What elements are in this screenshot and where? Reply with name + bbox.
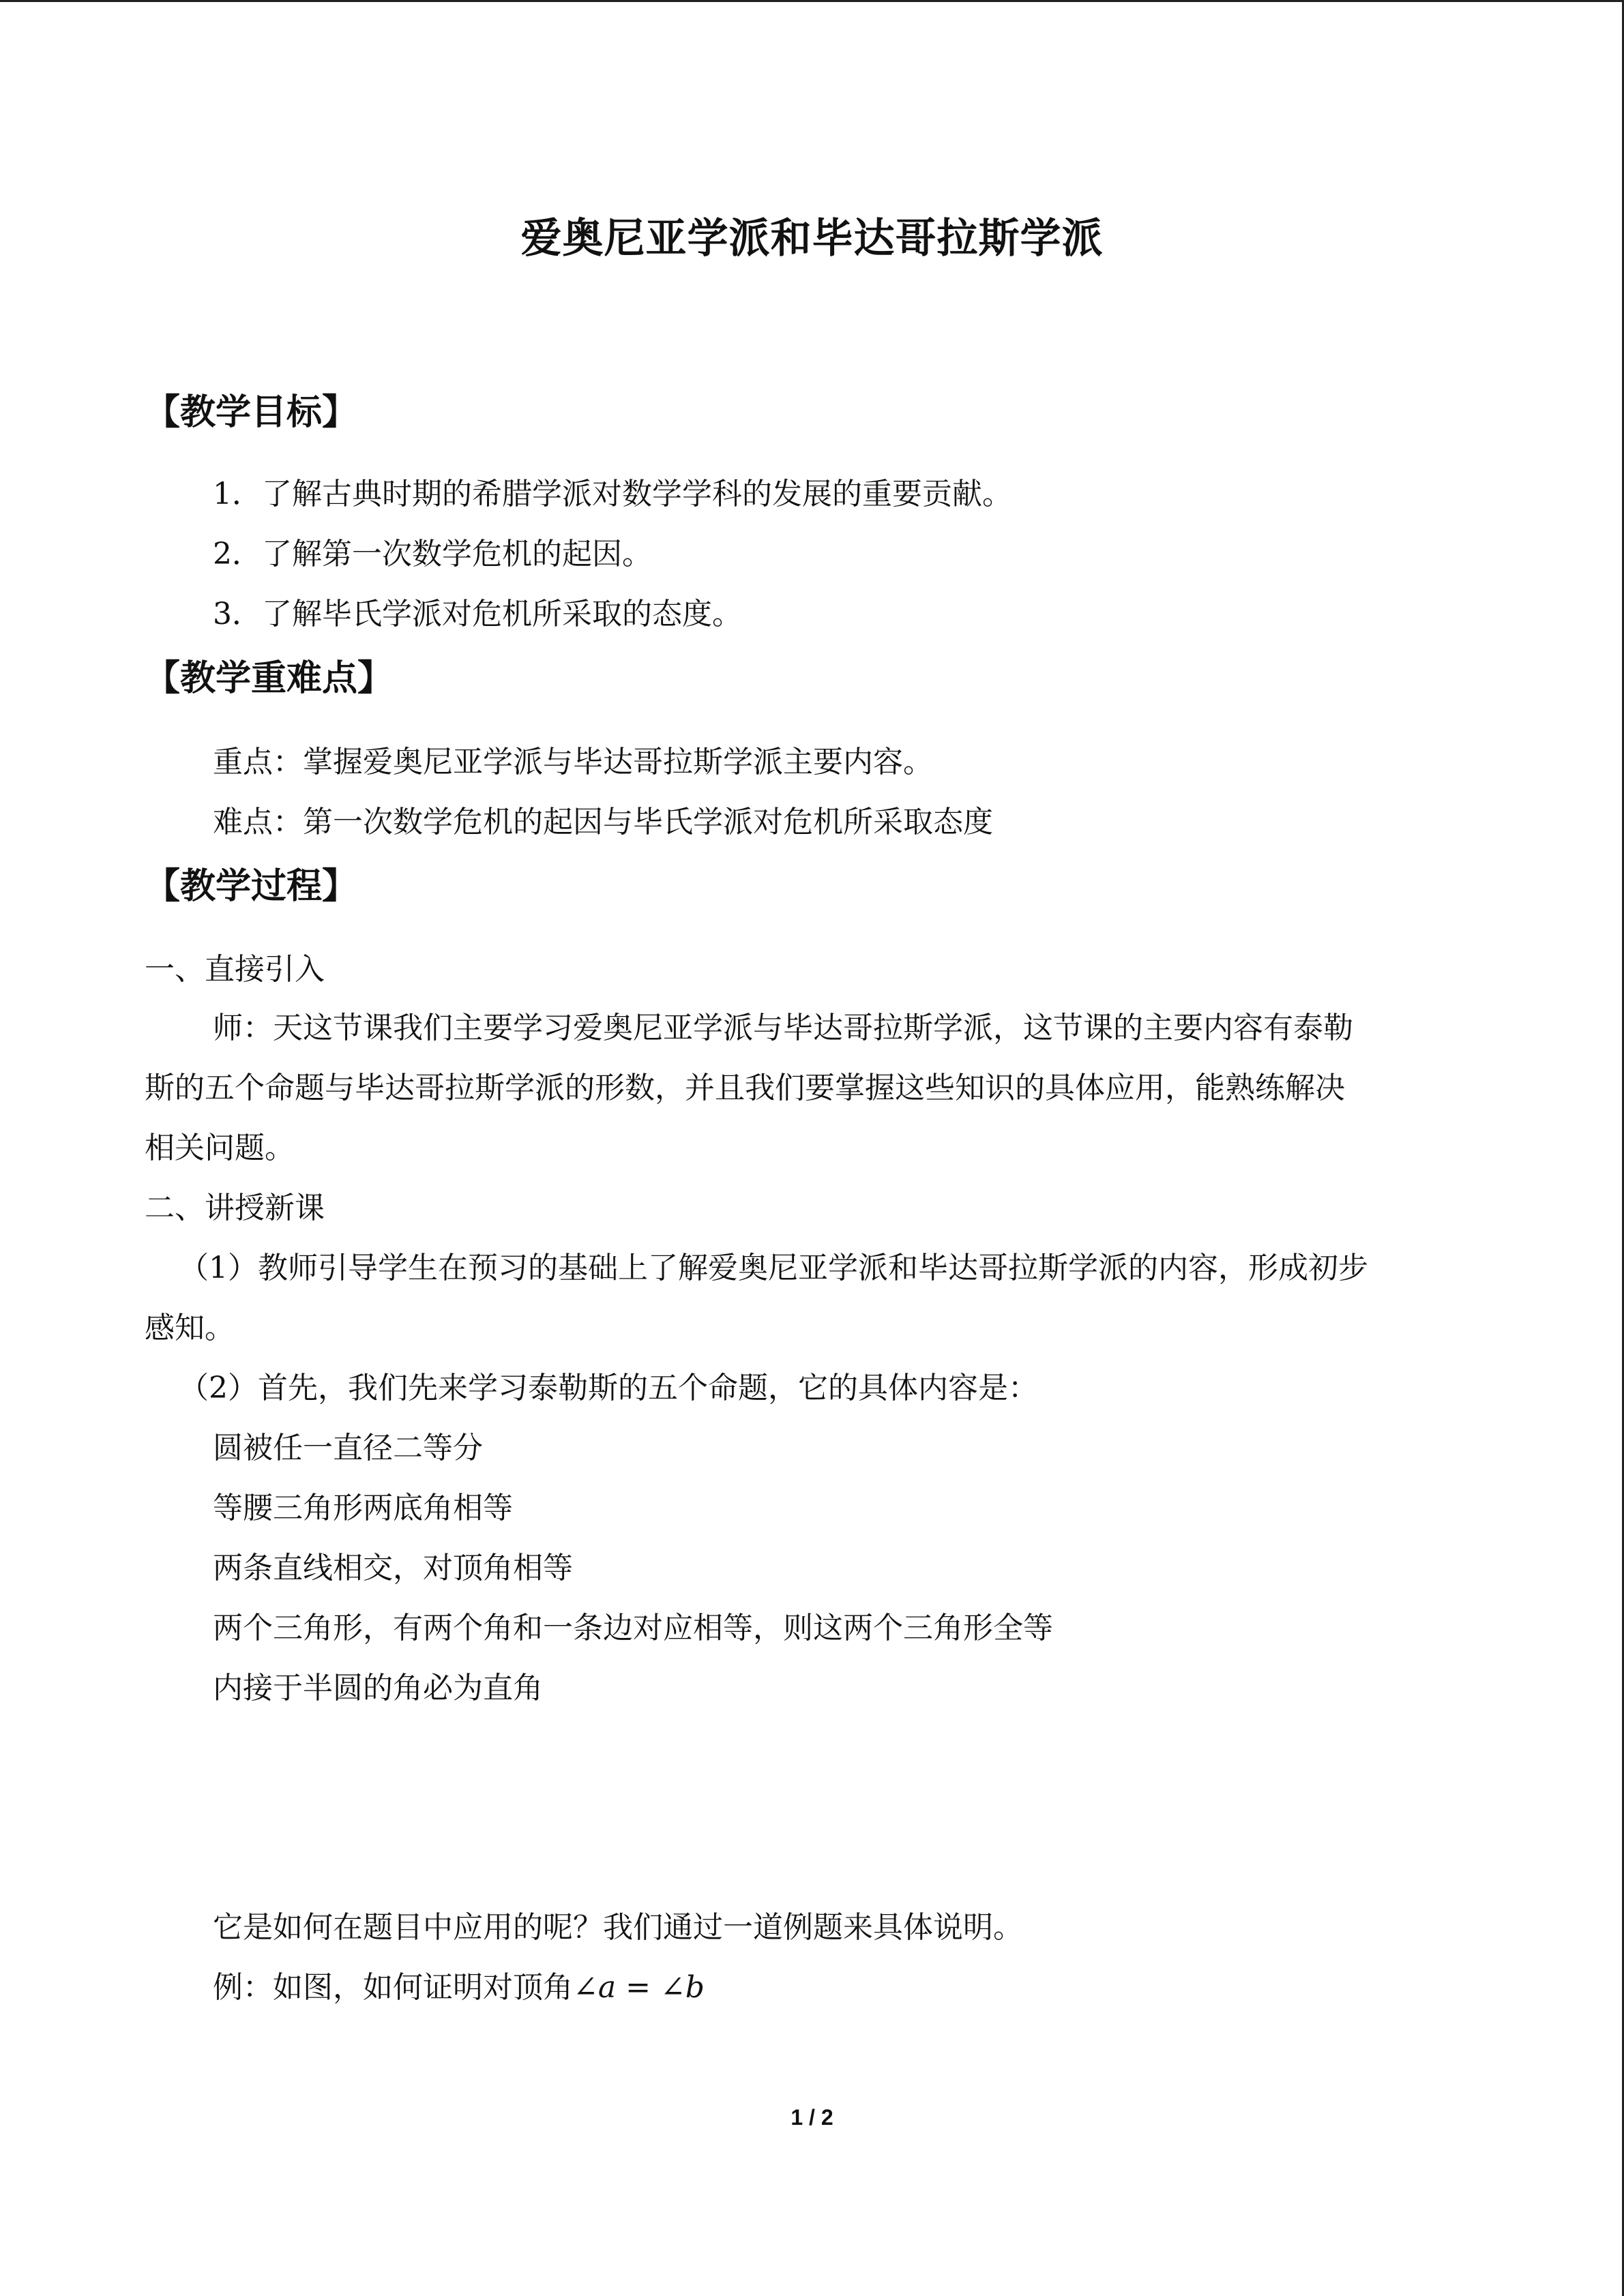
proposition-4: 两个三角形，有两个角和一条边对应相等，则这两个三角形全等 [213,1611,1053,1645]
proposition-1: 圆被任一直径二等分 [213,1431,483,1465]
objective-item-2: 2．了解第一次数学危机的起因。 [213,537,652,571]
objective-item-3: 3．了解毕氏学派对危机所采取的态度。 [213,597,742,631]
step2-line: （2）首先，我们先来学习泰勒斯的五个命题，它的具体内容是： [179,1371,1038,1405]
intro-paragraph-line-3: 相关问题。 [145,1131,295,1165]
step1-line-1: （1）教师引导学生在预习的基础上了解爱奥尼亚学派和毕达哥拉斯学派的内容，形成初步 [179,1251,1368,1285]
example-math: ∠a = ∠b [573,1970,705,2005]
section-heading-process: 【教学过程】 [145,866,358,907]
objective-item-1: 1．了解古典时期的希腊学派对数学学科的发展的重要贡献。 [213,477,1012,511]
key-point-difficulty: 难点：第一次数学危机的起因与毕氏学派对危机所采取态度 [213,805,993,839]
proposition-2: 等腰三角形两底角相等 [213,1491,513,1525]
new-lesson-heading: 二、讲授新课 [145,1191,325,1225]
step1-line-2: 感知。 [145,1311,235,1345]
intro-paragraph-line-1: 师：天这节课我们主要学习爱奥尼亚学派与毕达哥拉斯学派，这节课的主要内容有泰勒 [213,1011,1353,1045]
page-number: 1 / 2 [791,2105,833,2130]
intro-heading: 一、直接引入 [145,952,325,987]
top-border-line [0,0,1624,2]
section-heading-objectives: 【教学目标】 [145,392,358,433]
proposition-3: 两条直线相交，对顶角相等 [213,1551,573,1585]
section-heading-key-points: 【教学重难点】 [145,658,394,699]
example-prefix: 例：如图，如何证明对顶角 [213,1970,573,2005]
example-line [213,1964,705,2012]
application-question: 它是如何在题目中应用的呢？我们通过一道例题来具体说明。 [213,1910,1023,1945]
key-point-focus: 重点：掌握爱奥尼亚学派与毕达哥拉斯学派主要内容。 [213,745,933,779]
page-title: 爱奥尼亚学派和毕达哥拉斯学派 [520,215,1104,263]
intro-paragraph-line-2: 斯的五个命题与毕达哥拉斯学派的形数，并且我们要掌握这些知识的具体应用，能熟练解决 [145,1071,1345,1105]
proposition-5: 内接于半圆的角必为直角 [213,1671,543,1705]
